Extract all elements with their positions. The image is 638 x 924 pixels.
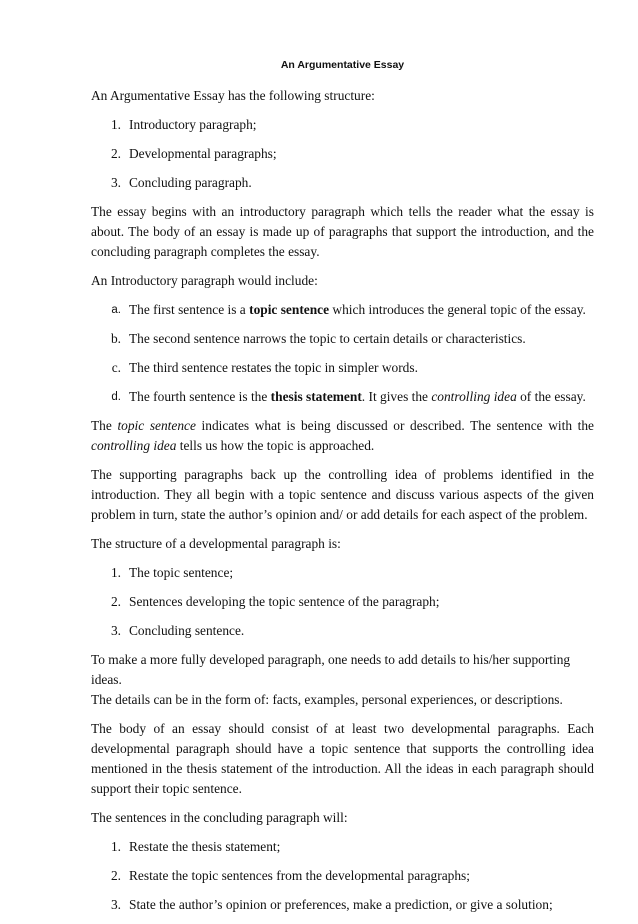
bold-term: thesis statement bbox=[270, 389, 362, 404]
introductory-items-list bbox=[91, 300, 594, 407]
text-run: The bbox=[91, 418, 118, 433]
text-run: . It gives the bbox=[361, 389, 432, 404]
list-item-text: Introductory paragraph; bbox=[129, 117, 257, 132]
introductory-lead: An Introductory paragraph would include: bbox=[91, 273, 318, 288]
text-line: The details can be in the form of: facts, examples, personal experiences, or descriptions. bbox=[91, 692, 563, 707]
italic-term: topic sentence bbox=[117, 418, 196, 433]
list-item bbox=[91, 300, 594, 320]
list-marker: 2. bbox=[110, 594, 121, 609]
list-item-text: Concluding paragraph. bbox=[129, 175, 252, 190]
list-item bbox=[91, 329, 594, 349]
list-item-text bbox=[129, 387, 594, 407]
list-item bbox=[91, 173, 594, 193]
concluding-list bbox=[91, 837, 594, 915]
list-item-text: The topic sentence; bbox=[129, 565, 234, 580]
list-item-text: The second sentence narrows the topic to certain details or characteristics. bbox=[129, 331, 526, 346]
list-item-text: Restate the topic sentences from the developmental paragraphs; bbox=[129, 868, 470, 883]
essay-overview-paragraph: The essay begins with an introductory paragraph which tells the reader what the essay is about. The body of an essay is made up of paragraphs that support the introduction, and the concluding paragraph completes the essay. bbox=[91, 204, 594, 259]
text-run: which introduces the general topic of the essay. bbox=[329, 302, 586, 317]
developmental-list bbox=[91, 563, 594, 641]
developmental-lead: The structure of a developmental paragraph is: bbox=[91, 536, 341, 551]
supporting-paragraphs-paragraph: The supporting paragraphs back up the controlling idea of problems identified in the introduction. They all begin with a topic sentence and discuss various aspects of the given problem in turn, state the author’s opinion and/ or add details for each aspect of the problem. bbox=[91, 467, 594, 522]
list-item bbox=[91, 563, 594, 583]
list-item bbox=[91, 837, 594, 857]
text-line: To make a more fully developed paragraph, one needs to add details to his/her supporting ideas. bbox=[91, 652, 571, 687]
list-item-text: Sentences developing the topic sentence of the paragraph; bbox=[129, 594, 440, 609]
list-marker: 1. bbox=[110, 117, 121, 132]
list-marker: 3. bbox=[110, 175, 121, 190]
italic-term: controlling idea bbox=[91, 438, 177, 453]
text-run: The fourth sentence is the bbox=[129, 389, 271, 404]
structure-list bbox=[91, 115, 594, 193]
text-run: indicates what is being discussed or described. The sentence with the bbox=[195, 418, 594, 433]
list-item-text: The third sentence restates the topic in simpler words. bbox=[129, 360, 418, 375]
document-title: An Argumentative Essay bbox=[280, 59, 405, 71]
list-marker: c. bbox=[111, 360, 121, 375]
list-item bbox=[91, 358, 594, 378]
details-paragraph bbox=[91, 650, 594, 710]
list-marker: 2. bbox=[110, 146, 121, 161]
text-run: of the essay. bbox=[516, 389, 586, 404]
text-run: The first sentence is a bbox=[129, 302, 250, 317]
list-item bbox=[91, 144, 594, 164]
list-marker: 1. bbox=[110, 839, 121, 854]
list-item bbox=[91, 866, 594, 886]
list-item bbox=[91, 387, 594, 407]
list-marker: d. bbox=[111, 391, 121, 403]
list-item bbox=[91, 115, 594, 135]
list-marker: 1. bbox=[110, 565, 121, 580]
italic-term: controlling idea bbox=[431, 389, 517, 404]
topic-sentence-paragraph bbox=[91, 416, 594, 456]
list-marker: b. bbox=[110, 331, 121, 346]
list-item-text bbox=[129, 300, 594, 320]
list-marker: 2. bbox=[110, 868, 121, 883]
bold-term: topic sentence bbox=[249, 302, 330, 317]
list-marker: a. bbox=[111, 304, 121, 316]
list-item-text: Restate the thesis statement; bbox=[129, 839, 281, 854]
intro-sentence: An Argumentative Essay has the following structure: bbox=[91, 88, 375, 103]
list-item bbox=[91, 592, 594, 612]
list-item-text: State the author’s opinion or preferences, make a prediction, or give a solution; bbox=[129, 897, 553, 912]
list-marker: 3. bbox=[110, 623, 121, 638]
list-item bbox=[91, 895, 594, 915]
document-page bbox=[91, 58, 594, 924]
concluding-lead: The sentences in the concluding paragraph will: bbox=[91, 810, 348, 825]
body-paragraph: The body of an essay should consist of at least two developmental paragraphs. Each developmental paragraph should have a topic sentence that supports the controlling idea mentioned in the thesis statement of the introduction. All the ideas in each paragraph should support their topic sentence. bbox=[91, 721, 594, 796]
list-marker: 3. bbox=[110, 897, 121, 912]
list-item-text: Developmental paragraphs; bbox=[129, 146, 277, 161]
text-run: tells us how the topic is approached. bbox=[176, 438, 375, 453]
list-item bbox=[91, 621, 594, 641]
list-item-text: Concluding sentence. bbox=[129, 623, 245, 638]
